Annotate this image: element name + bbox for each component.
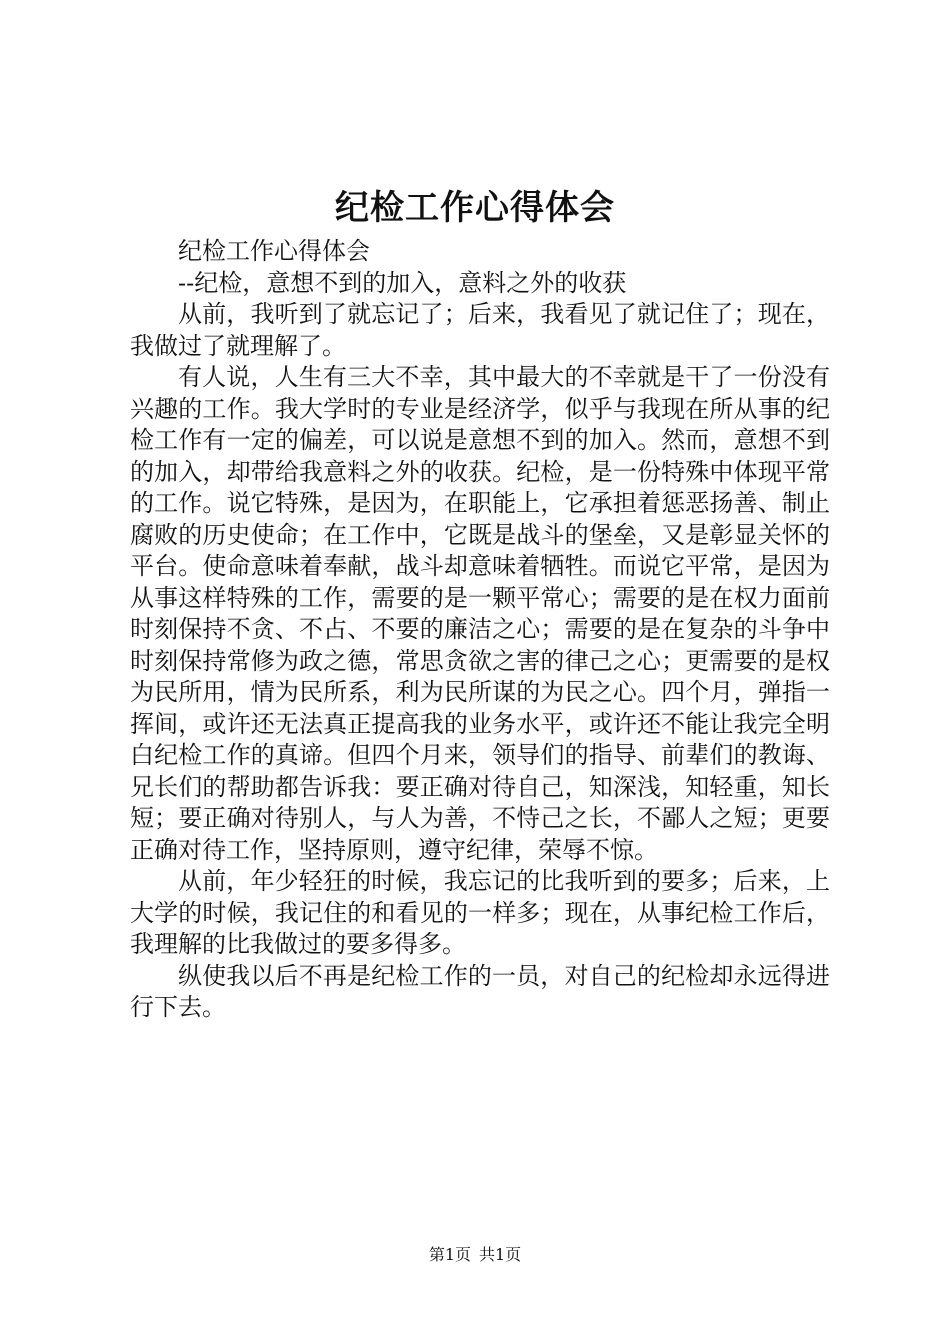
document-title: 纪检工作心得体会 — [335, 188, 615, 228]
page-number: 第1页 — [428, 1245, 471, 1264]
body-paragraph: 纵使我以后不再是纪检工作的一员，对自己的纪检却永远得进行下去。 — [130, 961, 830, 1021]
body-paragraph: 从前，我听到了就忘记了；后来，我看见了就记住了；现在，我做过了就理解了。 — [130, 300, 830, 360]
body-paragraph: --纪检，意想不到的加入，意料之外的收获 — [178, 268, 627, 297]
document-body — [130, 236, 830, 1024]
body-paragraph: 纪检工作心得体会 — [178, 237, 370, 265]
page-count: 共1页 — [479, 1245, 522, 1264]
page-footer — [0, 1244, 950, 1266]
body-paragraph: 从前，年少轻狂的时候，我忘记的比我听到的要多；后来，上大学的时候，我记住的和看见的一样多；现在，从事纪检工作后，我理解的比我做过的要多得多。 — [130, 867, 830, 958]
body-paragraph: 有人说，人生有三大不幸，其中最大的不幸就是干了一份没有兴趣的工作。我大学时的专业是经济学，似乎与我现在所从事的纪检工作有一定的偏差，可以说是意想不到的加入。然而，意想不到的加入，却带给我意料之外的收获。纪检，是一份特殊中体现平常的工作。说它特殊，是因为，在职能上，它承担着惩恶扬善、制止腐败的历史使命；在工作中，它既是战斗的堡垒，又是彰显关怀的平台。使命意味着奉献，战斗却意味着牺牲。而说它平常，是因为从事这样特殊的工作，需要的是一颗平常心；需要的是在权力面前时刻保持不贪、不占、不要的廉洁之心；需要的是在复杂的斗争中时刻保持常修为政之德，常思贪欲之害的律己之心；更需要的是权为民所用，情为民所系，利为民所谋的为民之心。四个月，弹指一挥间，或许还无法真正提高我的业务水平，或许还不能让我完全明白纪检工作的真谛。但四个月来，领导们的指导、前辈们的教诲、兄长们的帮助都告诉我：要正确对待自己，知深浅，知轻重，知长短；要正确对待别人，与人为善，不恃己之长，不鄙人之短；更要正确对待工作，坚持原则，遵守纪律，荣辱不惊。 — [130, 363, 830, 864]
